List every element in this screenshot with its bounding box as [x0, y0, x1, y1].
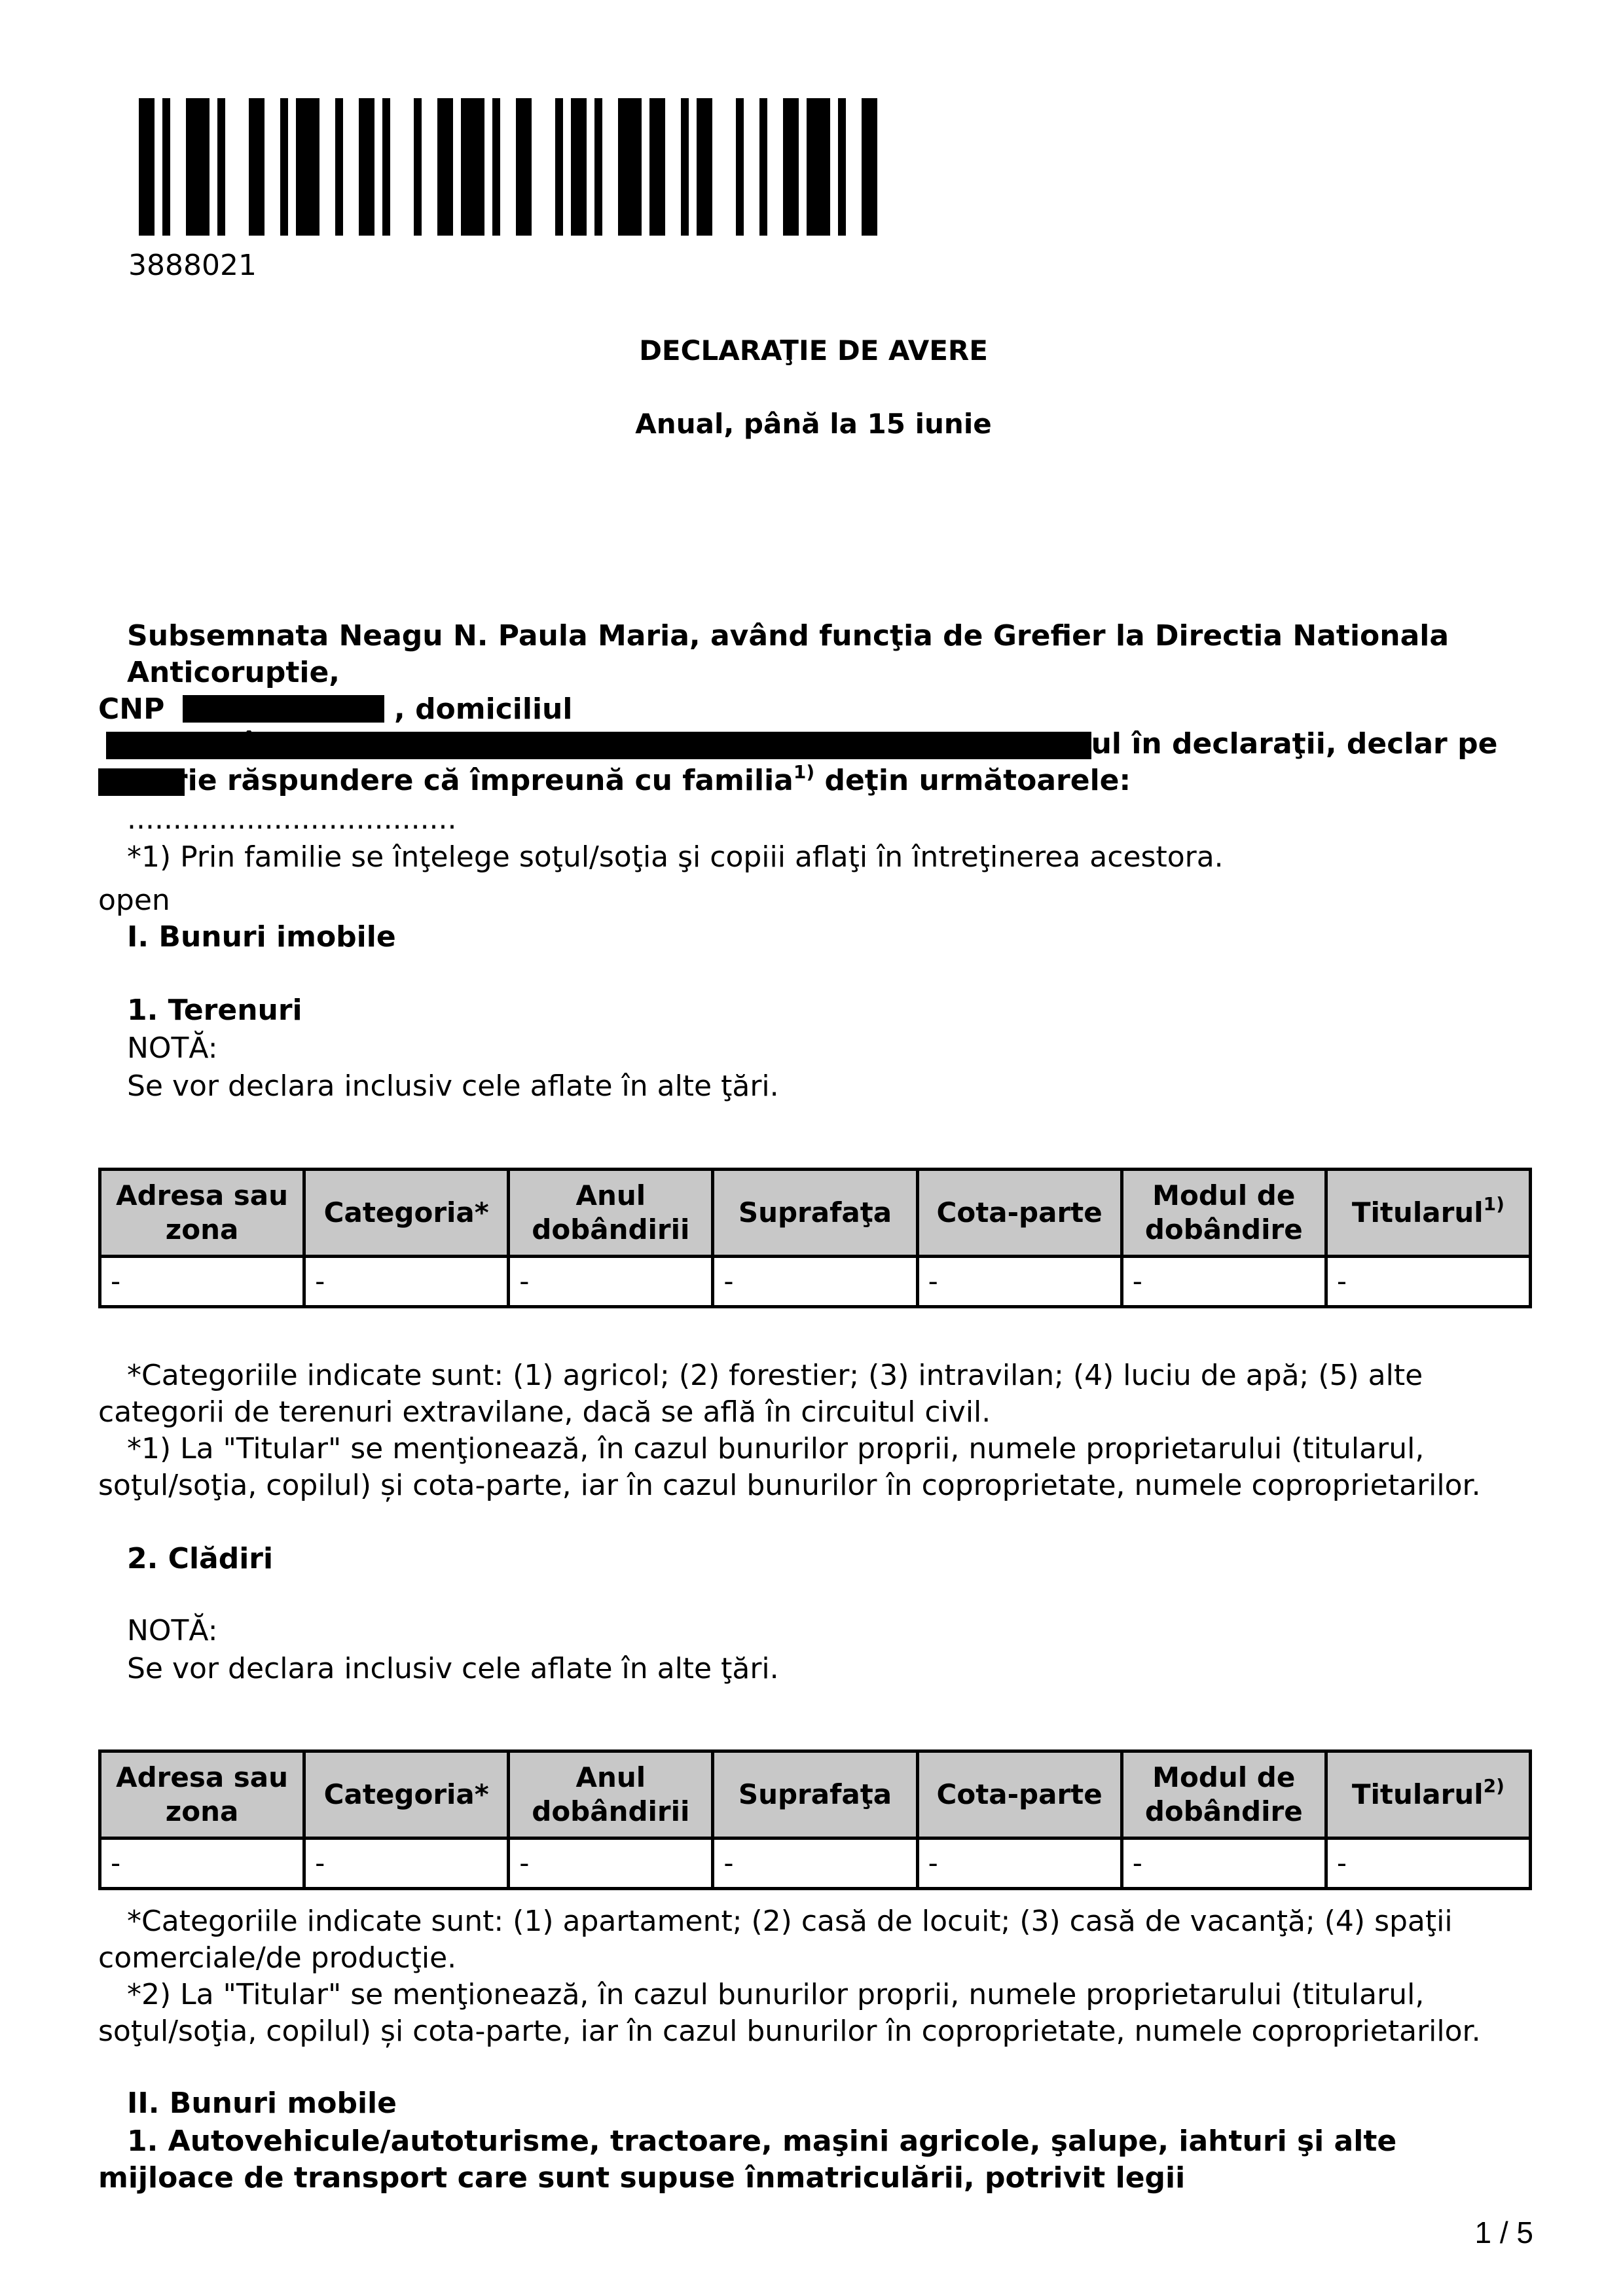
open-label: open [98, 884, 170, 917]
document-subtitle: Anual, până la 15 iunie [635, 408, 992, 440]
table-cell: - [1122, 1257, 1326, 1307]
cladiri-note-1 [98, 1903, 1529, 1977]
table-cell: - [304, 1839, 509, 1889]
section-1-heading: I. Bunuri imobile [127, 920, 396, 954]
header-titular [1326, 1170, 1530, 1257]
barcode-bar [249, 98, 264, 236]
cladiri-note-1-text: *Categoriile indicate sunt: (1) apartament; (2) casă de locuit; (3) casă de vacanţă; (4) spaţii comerciale/de producţie. [98, 1905, 1453, 1975]
header-titular-text: Titularul [1351, 1196, 1484, 1229]
cladiri-table [98, 1749, 1532, 1890]
family-note: *1) Prin familie se înţelege soţul/soţia şi copiii aflaţi în întreţinerea acestora. [127, 840, 1224, 874]
terenuri-note-1 [98, 1357, 1529, 1431]
header-modul: Modul de dobândire [1122, 1751, 1326, 1839]
table-cell: - [917, 1257, 1122, 1307]
barcode-bar [571, 98, 587, 236]
table-row [100, 1839, 1531, 1889]
statement-text: cunoscând prevederile art. 292 din Codul penal privind falsul în declaraţii, declar pe proprie răspundere că împreună cu familia [98, 727, 1498, 797]
table-cell: - [713, 1839, 917, 1889]
barcode-bar [359, 98, 374, 236]
section-2-heading: II. Bunuri mobile [127, 2087, 397, 2120]
dots-line: .................................... [127, 802, 457, 836]
barcode-bar [681, 98, 689, 236]
table-header-row [100, 1170, 1531, 1257]
header-anul: Anul dobândirii [509, 1751, 713, 1839]
barcode-bar [186, 98, 210, 236]
cladiri-nota-text: Se vor declara inclusiv cele aflate în alte ţări. [127, 1652, 779, 1685]
barcode-bar [649, 98, 665, 236]
table-cell: - [1326, 1257, 1530, 1307]
barcode-bar [618, 98, 642, 236]
table-cell: - [1326, 1839, 1530, 1889]
header-adresa: Adresa sau zona [100, 1170, 304, 1257]
barcode-bar [697, 98, 712, 236]
header-cota: Cota-parte [917, 1751, 1122, 1839]
titular-footnote-mark: 1) [1483, 1193, 1504, 1215]
terenuri-note-2-text: *1) La "Titular" se menţionează, în cazul bunurilor proprii, numele proprietarului (titularul, soţul/soţia, copilul) și cota-parte, iar în cazul bunurilor în coproprietate, numele coproprietarilor. [98, 1432, 1481, 1502]
table-cell: - [100, 1257, 304, 1307]
cladiri-heading: 2. Clădiri [127, 1542, 274, 1575]
table-cell: - [1122, 1839, 1326, 1889]
cladiri-note-2-text: *2) La "Titular" se menţionează, în cazul bunurilor proprii, numele proprietarului (titularul, soţul/soţia, copilul) și cota-parte, iar în cazul bunurilor în coproprietate, numele coproprietarilor. [98, 1978, 1481, 2048]
header-suprafata: Suprafaţa [713, 1170, 917, 1257]
cladiri-nota-label: NOTĂ: [127, 1614, 218, 1647]
header-titular [1326, 1751, 1530, 1839]
barcode-bar [217, 98, 225, 236]
barcode-bar [414, 98, 422, 236]
document-title: DECLARAŢIE DE AVERE [639, 334, 988, 367]
terenuri-nota-label: NOTĂ: [127, 1031, 218, 1065]
terenuri-note-2 [98, 1431, 1529, 1504]
barcode-number: 3888021 [128, 249, 257, 282]
barcode-bar [296, 98, 319, 236]
table-cell: - [509, 1257, 713, 1307]
barcode-bar [516, 98, 532, 236]
barcode-bar [382, 98, 390, 236]
table-cell: - [100, 1839, 304, 1889]
barcode-bar [335, 98, 343, 236]
statement-end: deţin următoarele: [814, 764, 1131, 797]
statement [98, 726, 1529, 799]
barcode-bar [437, 98, 453, 236]
section-2-sub1-text: 1. Autovehicule/autoturisme, tractoare, maşini agricole, şalupe, iahturi şi alte mijloace de transport care sunt supuse înmatriculării, potrivit legii [98, 2125, 1397, 2195]
titular-footnote-mark: 2) [1483, 1775, 1504, 1797]
cladiri-note-2 [98, 1977, 1529, 2050]
barcode-bar [555, 98, 563, 236]
barcode-bar [783, 98, 799, 236]
barcode-bar [736, 98, 744, 236]
table-cell: - [917, 1839, 1122, 1889]
barcode-bar [162, 98, 170, 236]
section-2-sub1 [98, 2123, 1529, 2197]
barcode-bar [594, 98, 602, 236]
terenuri-table [98, 1168, 1532, 1308]
barcode-bar [862, 98, 877, 236]
barcode-bar [461, 98, 484, 236]
cnp-redaction [183, 695, 384, 723]
cnp-label: CNP [98, 692, 165, 726]
table-header-row [100, 1751, 1531, 1839]
statement-footnote-mark: 1) [793, 761, 815, 783]
terenuri-nota-text: Se vor declara inclusiv cele aflate în alte ţări. [127, 1069, 779, 1103]
declarant-line: Subsemnata Neagu N. Paula Maria, având funcţia de Grefier la Directia Nationala Anticoruptie, [127, 619, 1450, 689]
barcode-bar [280, 98, 288, 236]
table-cell: - [304, 1257, 509, 1307]
header-suprafata: Suprafaţa [713, 1751, 917, 1839]
terenuri-note-1-text: *Categoriile indicate sunt: (1) agricol; (2) forestier; (3) intravilan; (4) luciu de apă; (5) alte categorii de terenuri extravilane, dacă se află în circuitul civil. [98, 1359, 1423, 1429]
header-anul: Anul dobândirii [509, 1170, 713, 1257]
barcode-bar [838, 98, 846, 236]
barcode [139, 98, 885, 236]
header-titular-text: Titularul [1351, 1778, 1484, 1810]
header-cota: Cota-parte [917, 1170, 1122, 1257]
header-categoria: Categoria* [304, 1170, 509, 1257]
barcode-bar [807, 98, 830, 236]
header-modul: Modul de dobândire [1122, 1170, 1326, 1257]
table-row [100, 1257, 1531, 1307]
table-cell: - [509, 1839, 713, 1889]
terenuri-heading: 1. Terenuri [127, 994, 302, 1027]
page-number: 1 / 5 [1474, 2215, 1533, 2250]
header-adresa: Adresa sau zona [100, 1751, 304, 1839]
header-categoria: Categoria* [304, 1751, 509, 1839]
barcode-bar [759, 98, 767, 236]
table-cell: - [713, 1257, 917, 1307]
domiciliu-label: , domiciliul [394, 692, 573, 726]
barcode-bar [492, 98, 500, 236]
barcode-bar [139, 98, 155, 236]
